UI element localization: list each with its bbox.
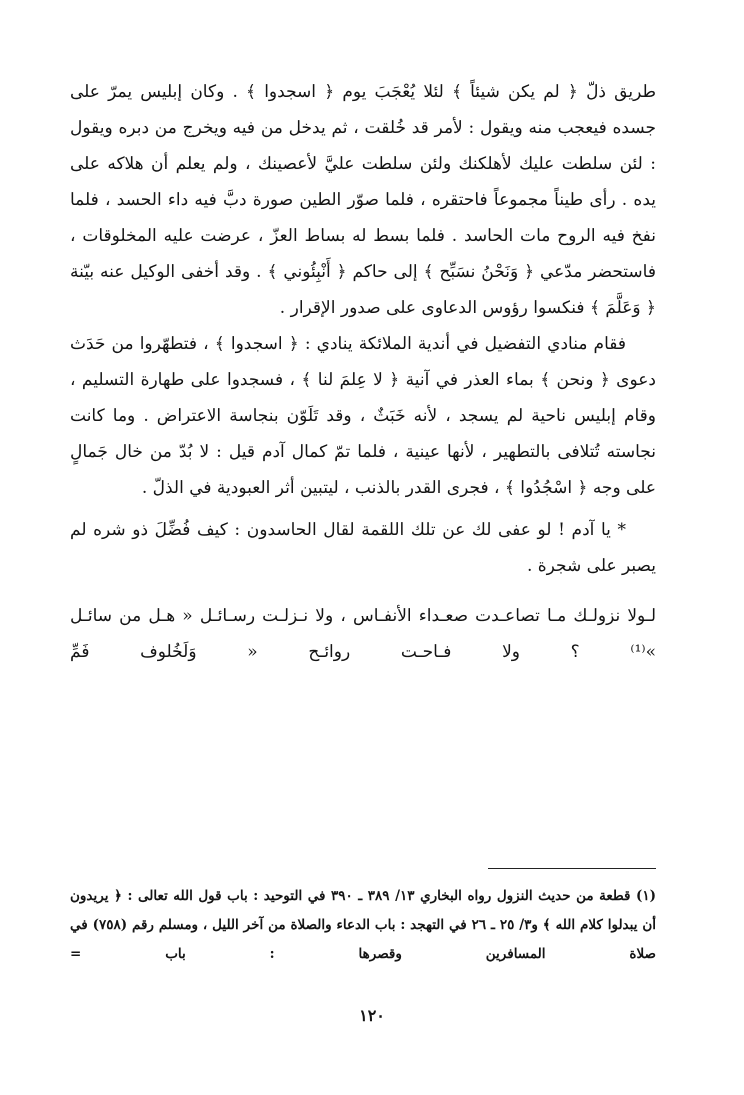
- footnote-divider: [488, 868, 656, 869]
- paragraph-3: * يا آدم ! لو عفى لك عن تلك اللقمة لقال الحاسدون : كيف فُضِّلَ ذو شره لم يصبر على شجرة .: [70, 520, 656, 576]
- paragraph-4: لـولا نزولـك مـا تصاعـدت صعـداء الأنفـاس ، ولا نـزلـت رسـائـل « هـل من سائـل »⁽¹⁾ ؟ ولا فـاحـت روائـح « وَلَخُلوف فَمِّ: [70, 606, 656, 662]
- footnotes: [70, 882, 656, 969]
- footnote-1: (١) قطعة من حديث النزول رواه البخاري ١٣/ ٣٨٩ ـ ٣٩٠ في التوحيد : باب قول الله تعالى : ﴿ يريدون أن يبدلوا كلام الله ﴾ و٣/ ٢٥ ـ ٢٦ في التهجد : باب الدعاء والصلاة من آخر الليل ، ومسلم رقم (٧٥٨) في صلاة المسافرين وقصرها : باب =: [70, 888, 657, 962]
- page-number: ١٢٠: [359, 1006, 385, 1025]
- paragraph-2: فقام منادي التفضيل في أندية الملائكة ينادي : ﴿ اسجدوا ﴾ ، فتطهّروا من حَدَث دعوى ﴿ ونحن ﴾ بماء العذر في آنية ﴿ لا عِلمَ لنا ﴾ ، فسجدوا على طهارة التسليم ، وقام إبليس ناحية لم يسجد ، لأنه خَبَثٌ ، وقد تَلَوّن بنجاسة الاعتراض . وما كانت نجاسته تُتلافى بالتطهير ، لأنها عينية ، فلما تمّ كمال آدم قيل : لا بُدّ من خال جَمالٍ على وجه ﴿ اسْجُدُوا ﴾ ، فجرى القدر بالذنب ، ليتبين أثر العبودية في الذلّ .: [70, 334, 656, 498]
- paragraph-1: طريق ذلّ ﴿ لم يكن شيئاً ﴾ لئلا يُعْجَبَ يوم ﴿ اسجدوا ﴾ . وكان إبليس يمرّ على جسده فيعجب منه ويقول : لأمر قد خُلقت ، ثم يدخل من فيه ويخرج من دبره ويقول : لئن سلطت عليك لأهلكنك ولئن سلطت عليَّ لأعصينك ، ولم يعلم أن هلاكه على يده . رأى طيناً مجموعاً فاحتقره ، فلما صوّر الطين صورة دبَّ فيه داء الحسد ، فلما نفخ فيه الروح مات الحاسد . فلما بسط له بساط العزّ ، عرضت عليه المخلوقات ، فاستحضر مدّعي ﴿ وَنَحْنُ نسَبِّح ﴾ إلى حاكم ﴿ أَنْبِئُوني ﴾ . وقد أخفى الوكيل عنه بيّنة ﴿ وَعَلَّمَ ﴾ فنكسوا رؤوس الدعاوى على صدور الإقرار .: [70, 82, 656, 318]
- main-text: [70, 74, 656, 670]
